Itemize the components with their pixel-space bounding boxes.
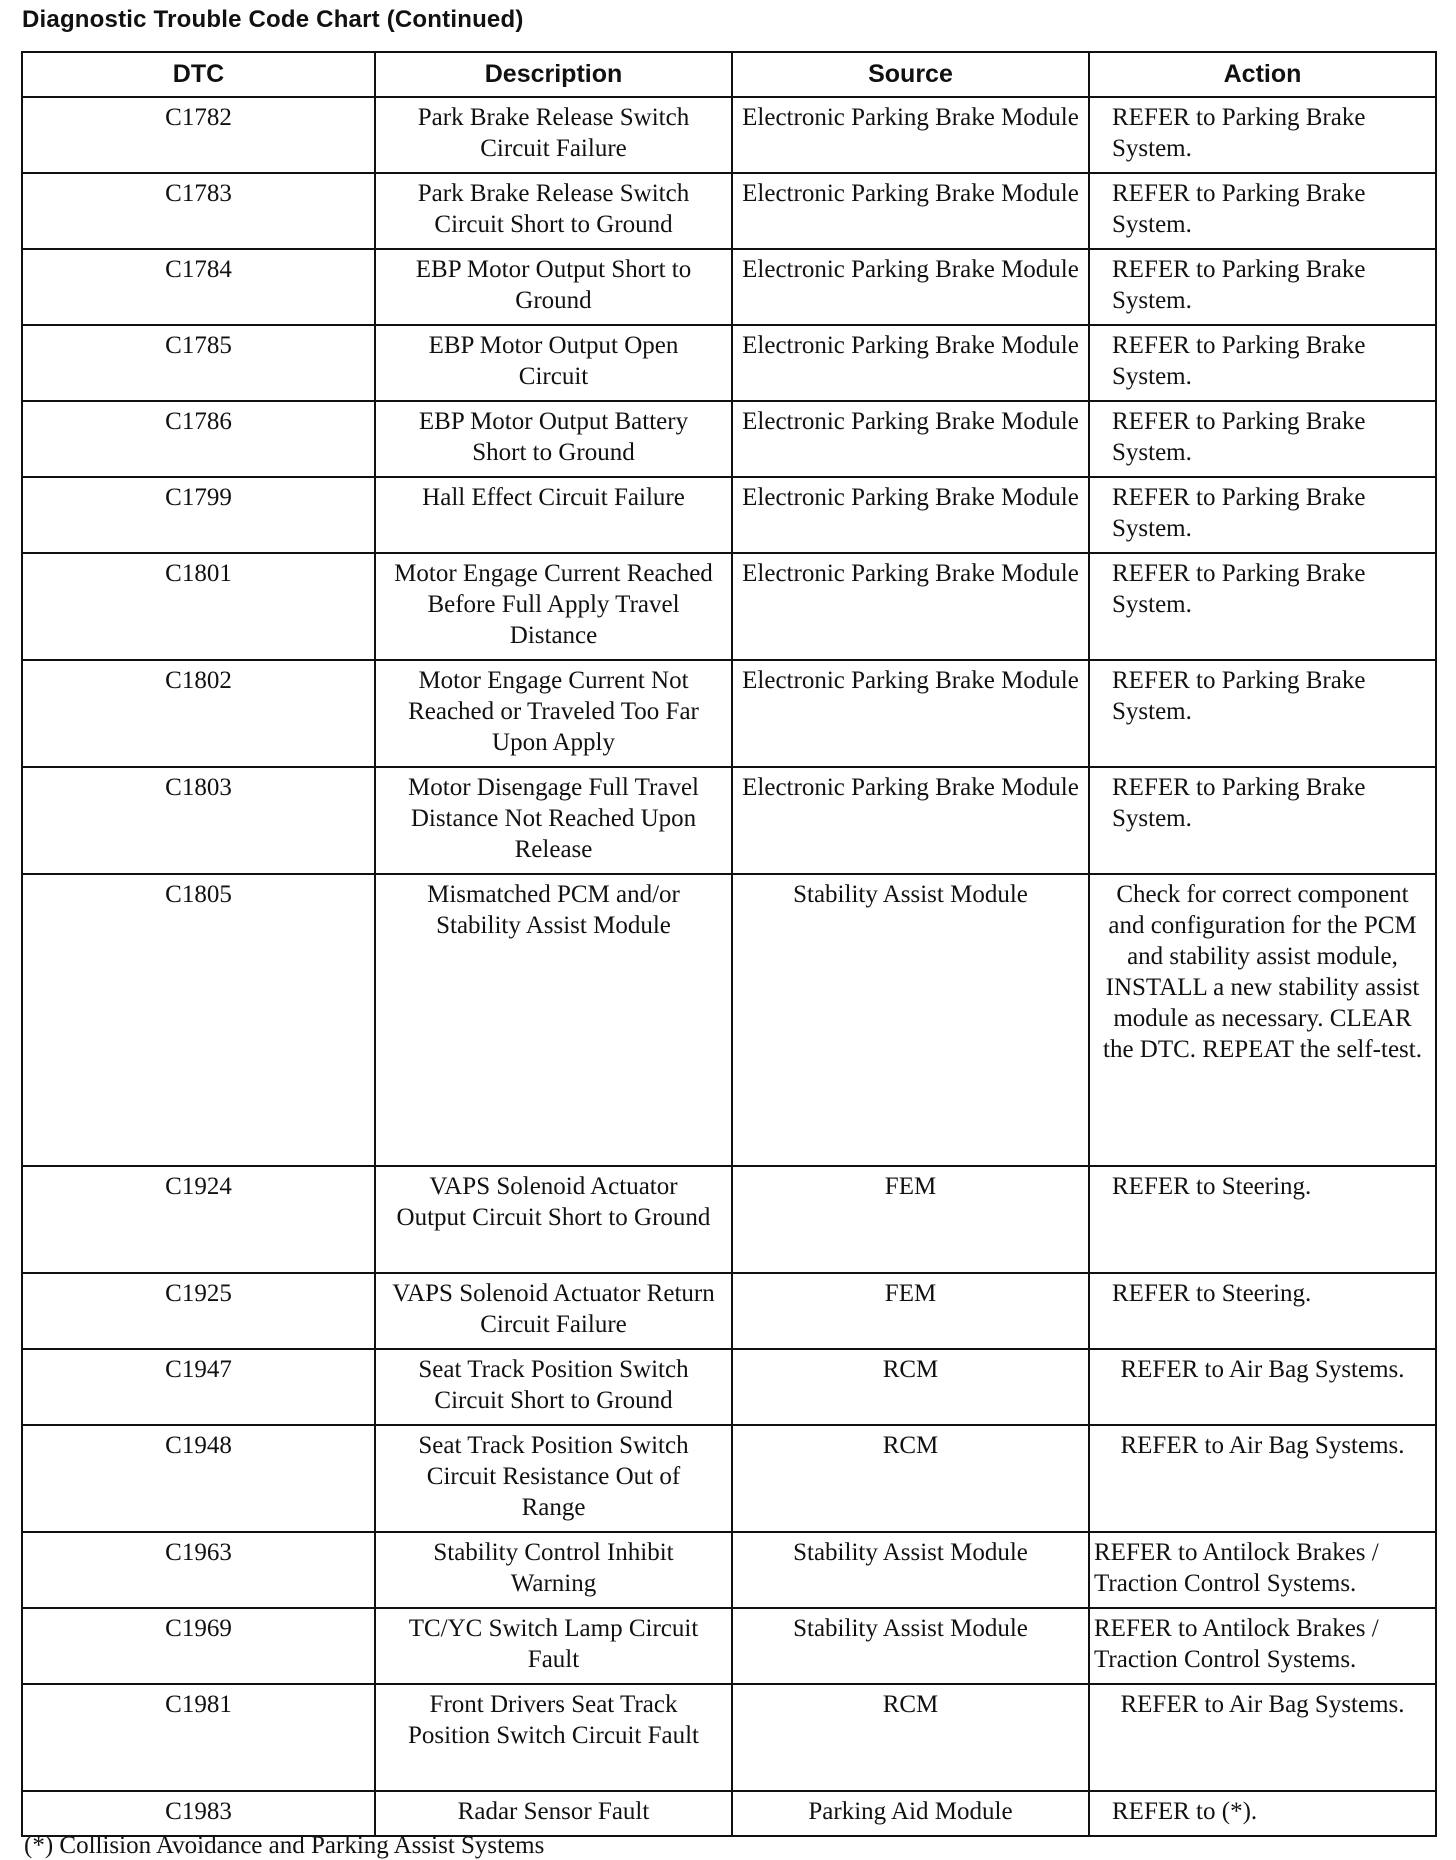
description-text: Motor Disengage Full Travel Distance Not Reached Upon Release [408,774,699,863]
description-text: Front Drivers Seat Track Position Switch Circuit Fault [408,1691,699,1749]
dtc-description [375,1532,732,1608]
dtc-description [375,553,732,660]
dtc-action: REFER to Antilock Brakes / Traction Control Systems. [1089,1532,1436,1608]
dtc-code: C1802 [22,660,375,767]
dtc-source: FEM [732,1166,1089,1273]
table-row [22,1684,1436,1791]
dtc-table [21,51,1437,1837]
dtc-code: C1782 [22,97,375,173]
dtc-source: Electronic Parking Brake Module [732,173,1089,249]
dtc-source: FEM [732,1273,1089,1349]
table-row [22,660,1436,767]
dtc-action: REFER to Steering. [1089,1273,1436,1349]
description-text: Hall Effect Circuit Failure [422,484,685,511]
table-row [22,477,1436,553]
table-row [22,401,1436,477]
dtc-action: REFER to (*). [1089,1791,1436,1836]
dtc-source: Electronic Parking Brake Module [732,249,1089,325]
table-row [22,1349,1436,1425]
description-text: Motor Engage Current Not Reached or Traveled Too Far Upon Apply [408,667,699,756]
dtc-description [375,477,732,553]
table-row [22,1608,1436,1684]
dtc-source: Electronic Parking Brake Module [732,97,1089,173]
dtc-code: C1948 [22,1425,375,1532]
dtc-action: REFER to Steering. [1089,1166,1436,1273]
dtc-description [375,173,732,249]
dtc-description [375,874,732,1166]
dtc-source: RCM [732,1425,1089,1532]
dtc-description [375,401,732,477]
dtc-code: C1799 [22,477,375,553]
dtc-description [375,660,732,767]
dtc-code: C1925 [22,1273,375,1349]
dtc-action: REFER to Parking Brake System. [1089,249,1436,325]
dtc-action: REFER to Parking Brake System. [1089,660,1436,767]
table-row [22,1791,1436,1836]
description-text: TC/YC Switch Lamp Circuit Fault [408,1615,699,1673]
dtc-source: Electronic Parking Brake Module [732,660,1089,767]
dtc-description [375,325,732,401]
dtc-code: C1969 [22,1608,375,1684]
dtc-code: C1803 [22,767,375,874]
dtc-source: Stability Assist Module [732,1608,1089,1684]
page-title: Diagnostic Trouble Code Chart (Continued) [22,6,524,33]
description-text: Mismatched PCM and/or Stability Assist Module [427,881,680,939]
description-text: Seat Track Position Switch Circuit Resistance Out of Range [418,1432,689,1521]
dtc-description [375,97,732,173]
dtc-code: C1981 [22,1684,375,1791]
dtc-code: C1983 [22,1791,375,1836]
dtc-code: C1786 [22,401,375,477]
dtc-source: Electronic Parking Brake Module [732,401,1089,477]
dtc-code: C1801 [22,553,375,660]
table-row [22,173,1436,249]
dtc-source: Electronic Parking Brake Module [732,767,1089,874]
table-header-row [22,52,1436,97]
dtc-description [375,1791,732,1836]
description-text: EBP Motor Output Short to Ground [415,256,692,314]
column-header-action: Action [1089,52,1436,97]
dtc-source: Electronic Parking Brake Module [732,477,1089,553]
column-header-description: Description [375,52,732,97]
dtc-action: REFER to Air Bag Systems. [1089,1349,1436,1425]
description-text: EBP Motor Output Open Circuit [428,332,679,390]
footnote: (*) Collision Avoidance and Parking Assist Systems [24,1832,545,1859]
dtc-code: C1924 [22,1166,375,1273]
dtc-code: C1783 [22,173,375,249]
dtc-description [375,767,732,874]
dtc-action: REFER to Parking Brake System. [1089,97,1436,173]
column-header-source: Source [732,52,1089,97]
dtc-action: REFER to Parking Brake System. [1089,173,1436,249]
description-text: Radar Sensor Fault [457,1798,650,1825]
dtc-code: C1785 [22,325,375,401]
description-text: EBP Motor Output Battery Short to Ground [418,408,689,466]
dtc-description [375,249,732,325]
description-text: Stability Control Inhibit Warning [433,1539,674,1597]
dtc-action: REFER to Parking Brake System. [1089,553,1436,660]
dtc-code: C1784 [22,249,375,325]
description-text: Park Brake Release Switch Circuit Failure [417,104,690,162]
dtc-source: Parking Aid Module [732,1791,1089,1836]
description-text: VAPS Solenoid Actuator Return Circuit Failure [392,1280,715,1338]
table-row [22,1425,1436,1532]
table-row [22,1166,1436,1273]
dtc-source: RCM [732,1684,1089,1791]
description-text: Motor Engage Current Reached Before Full Apply Travel Distance [394,560,713,649]
description-text: Seat Track Position Switch Circuit Short to Ground [418,1356,689,1414]
dtc-source: Electronic Parking Brake Module [732,325,1089,401]
dtc-source: Stability Assist Module [732,1532,1089,1608]
dtc-action: REFER to Parking Brake System. [1089,477,1436,553]
dtc-description [375,1608,732,1684]
dtc-action: REFER to Air Bag Systems. [1089,1425,1436,1532]
dtc-source: RCM [732,1349,1089,1425]
table-row [22,874,1436,1166]
column-header-dtc: DTC [22,52,375,97]
dtc-description [375,1273,732,1349]
table-row [22,1273,1436,1349]
description-text: Park Brake Release Switch Circuit Short to Ground [417,180,690,238]
dtc-description [375,1425,732,1532]
table-row [22,767,1436,874]
table-row [22,249,1436,325]
dtc-code: C1805 [22,874,375,1166]
description-text: VAPS Solenoid Actuator Output Circuit Short to Ground [396,1173,711,1231]
dtc-source: Stability Assist Module [732,874,1089,1166]
dtc-description [375,1166,732,1273]
dtc-description [375,1349,732,1425]
dtc-action: REFER to Air Bag Systems. [1089,1684,1436,1791]
dtc-source: Electronic Parking Brake Module [732,553,1089,660]
dtc-action: REFER to Parking Brake System. [1089,767,1436,874]
table-row [22,325,1436,401]
dtc-action: REFER to Antilock Brakes / Traction Control Systems. [1089,1608,1436,1684]
dtc-code: C1947 [22,1349,375,1425]
table-row [22,553,1436,660]
dtc-action: Check for correct component and configuration for the PCM and stability assist module, INSTALL a new stability assist module as necessary. CLEAR the DTC. REPEAT the self-test. [1089,874,1436,1166]
dtc-action: REFER to Parking Brake System. [1089,325,1436,401]
dtc-action: REFER to Parking Brake System. [1089,401,1436,477]
dtc-description [375,1684,732,1791]
table-row [22,1532,1436,1608]
dtc-code: C1963 [22,1532,375,1608]
table-row [22,97,1436,173]
